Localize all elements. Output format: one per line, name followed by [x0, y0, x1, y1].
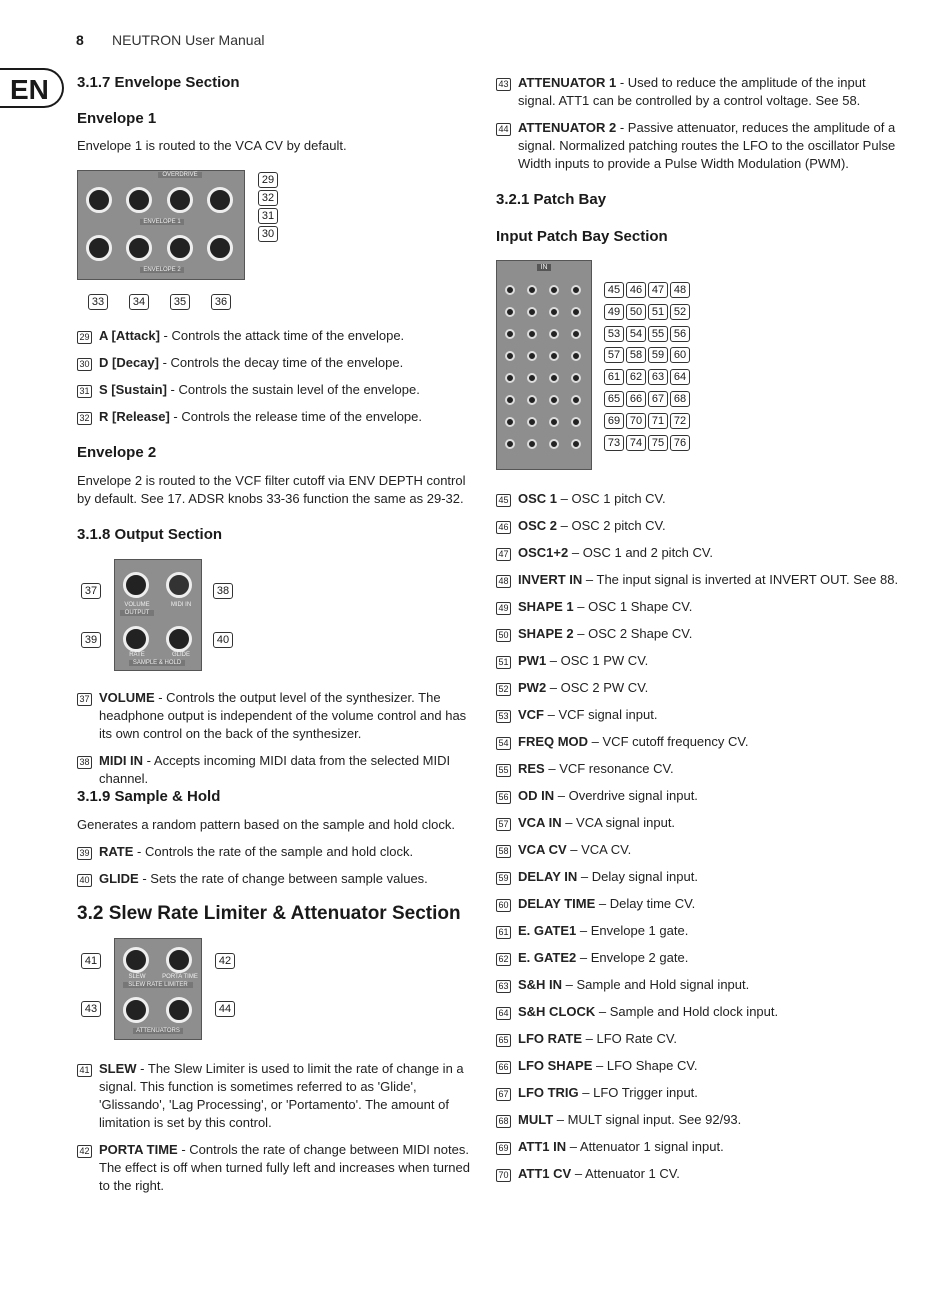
- attenuator-2-knob: [166, 997, 192, 1023]
- callout-35: 35: [170, 294, 190, 310]
- sample-hold-text: Generates a random pattern based on the sample and hold clock.: [77, 817, 455, 832]
- callout-39: 39: [81, 632, 101, 648]
- jack-51: [549, 307, 559, 317]
- item-65: 65 LFO RATE – LFO Rate CV.: [496, 1030, 901, 1048]
- section-3-2-1-title: 3.2.1 Patch Bay: [496, 191, 607, 208]
- jack-76: [571, 439, 581, 449]
- callout-55: 55: [648, 326, 668, 342]
- callout-64: 64: [670, 369, 690, 385]
- callout-29: 29: [258, 172, 278, 188]
- attack-knob: [86, 187, 112, 213]
- callout-31: 31: [258, 208, 278, 224]
- callout-58: 58: [626, 347, 646, 363]
- callout-70: 70: [626, 413, 646, 429]
- jack-60: [571, 351, 581, 361]
- callout-40: 40: [213, 632, 233, 648]
- jack-52: [571, 307, 581, 317]
- callout-50: 50: [626, 304, 646, 320]
- release-2-knob: [207, 235, 233, 261]
- item-30: 30 D [Decay] - Controls the decay time of the envelope.: [77, 354, 472, 372]
- jack-49: [505, 307, 515, 317]
- callout-45: 45: [604, 282, 624, 298]
- item-63: 63 S&H IN – Sample and Hold signal input.: [496, 976, 901, 994]
- item-58: 58 VCA CV – VCA CV.: [496, 841, 901, 859]
- item-64: 64 S&H CLOCK – Sample and Hold clock input.: [496, 1003, 901, 1021]
- callout-75: 75: [648, 435, 668, 451]
- item-66: 66 LFO SHAPE – LFO Shape CV.: [496, 1057, 901, 1075]
- callout-49: 49: [604, 304, 624, 320]
- input-patch-bay-title: Input Patch Bay Section: [496, 228, 668, 245]
- jack-66: [527, 395, 537, 405]
- callout-57: 57: [604, 347, 624, 363]
- callout-67: 67: [648, 391, 668, 407]
- jack-75: [549, 439, 559, 449]
- callout-52: 52: [670, 304, 690, 320]
- section-3-1-7-title: 3.1.7 Envelope Section: [77, 74, 240, 91]
- callout-48: 48: [670, 282, 690, 298]
- porta-time-label: PORTA TIME: [162, 974, 198, 980]
- item-51: 51 PW1 – OSC 1 PW CV.: [496, 652, 901, 670]
- midi-in-label: MIDI IN: [170, 602, 192, 608]
- jack-46: [527, 285, 537, 295]
- jack-57: [505, 351, 515, 361]
- callout-42: 42: [215, 953, 235, 969]
- rate-knob: [123, 626, 149, 652]
- item-46: 46 OSC 2 – OSC 2 pitch CV.: [496, 517, 901, 535]
- callout-61: 61: [604, 369, 624, 385]
- jack-47: [549, 285, 559, 295]
- callout-68: 68: [670, 391, 690, 407]
- item-41: 41 SLEW - The Slew Limiter is used to limit the rate of change in a signal. This function is sometimes referred to as 'Glide', 'Glissando', 'Lag Processing', or 'Portamento'. The amount of limitation is set by this control.: [77, 1060, 477, 1132]
- callout-44: 44: [215, 1001, 235, 1017]
- jack-59: [549, 351, 559, 361]
- decay-knob: [126, 187, 152, 213]
- item-62: 62 E. GATE2 – Envelope 2 gate.: [496, 949, 901, 967]
- callout-66: 66: [626, 391, 646, 407]
- callout-38: 38: [213, 583, 233, 599]
- item-61: 61 E. GATE1 – Envelope 1 gate.: [496, 922, 901, 940]
- item-37: 37 VOLUME - Controls the output level of the synthesizer. The headphone output is independent of the volume control and has its own control on the back of the synthesizer.: [77, 689, 472, 743]
- item-70: 70 ATT1 CV – Attenuator 1 CV.: [496, 1165, 901, 1183]
- patch-bay-panel-image: [496, 260, 592, 470]
- item-49: 49 SHAPE 1 – OSC 1 Shape CV.: [496, 598, 901, 616]
- callout-69: 69: [604, 413, 624, 429]
- callout-73: 73: [604, 435, 624, 451]
- callout-56: 56: [670, 326, 690, 342]
- slew-label: SLEW: [128, 974, 146, 980]
- item-57: 57 VCA IN – VCA signal input.: [496, 814, 901, 832]
- jack-73: [505, 439, 515, 449]
- overdrive-label: OVERDRIVE: [158, 172, 202, 178]
- envelope-2-text: Envelope 2 is routed to the VCF filter cutoff via ENV DEPTH control by default. See 17. ADSR knobs 33-36 function the same as 29-32.: [77, 473, 466, 506]
- page-number: 8: [76, 32, 84, 48]
- item-56: 56 OD IN – Overdrive signal input.: [496, 787, 901, 805]
- section-3-1-9-title: 3.1.9 Sample & Hold: [77, 788, 221, 805]
- item-47: 47 OSC1+2 – OSC 1 and 2 pitch CV.: [496, 544, 901, 562]
- callout-59: 59: [648, 347, 668, 363]
- item-69: 69 ATT1 IN – Attenuator 1 signal input.: [496, 1138, 901, 1156]
- envelope-items: [77, 327, 472, 426]
- item-43: 43 ATTENUATOR 1 - Used to reduce the amplitude of the input signal. ATT1 can be controlled by a control voltage. See 58.: [496, 74, 901, 110]
- jack-50: [527, 307, 537, 317]
- release-knob: [207, 187, 233, 213]
- envelope-1-title: Envelope 1: [77, 110, 157, 127]
- slew-panel-image: [114, 938, 202, 1040]
- callout-53: 53: [604, 326, 624, 342]
- output-panel-image: [114, 559, 202, 671]
- jack-70: [527, 417, 537, 427]
- envelope-1-label: ENVELOPE 1: [140, 219, 184, 225]
- jack-45: [505, 285, 515, 295]
- jack-74: [527, 439, 537, 449]
- jack-71: [549, 417, 559, 427]
- envelope-1-text: Envelope 1 is routed to the VCA CV by default.: [77, 138, 347, 153]
- callout-41: 41: [81, 953, 101, 969]
- item-45: 45 OSC 1 – OSC 1 pitch CV.: [496, 490, 901, 508]
- item-38: 38 MIDI IN - Accepts incoming MIDI data from the selected MIDI channel.: [77, 752, 472, 788]
- jack-61: [505, 373, 515, 383]
- jack-53: [505, 329, 515, 339]
- volume-knob: [123, 572, 149, 598]
- item-31: 31 S [Sustain] - Controls the sustain level of the envelope.: [77, 381, 472, 399]
- item-48: 48 INVERT IN – The input signal is inverted at INVERT OUT. See 88.: [496, 571, 901, 589]
- callout-34: 34: [129, 294, 149, 310]
- section-3-1-8-title: 3.1.8 Output Section: [77, 526, 223, 543]
- jack-67: [549, 395, 559, 405]
- callout-46: 46: [626, 282, 646, 298]
- rate-label: RATE: [129, 652, 145, 658]
- glide-label: GLIDE: [171, 652, 190, 658]
- callout-37: 37: [81, 583, 101, 599]
- volume-label: VOLUME: [124, 602, 150, 608]
- callout-30: 30: [258, 226, 278, 242]
- output-label: OUTPUT: [120, 610, 154, 616]
- callout-32: 32: [258, 190, 278, 206]
- jack-58: [527, 351, 537, 361]
- item-40: 40 GLIDE - Sets the rate of change between sample values.: [77, 870, 472, 888]
- porta-time-knob: [166, 947, 192, 973]
- callout-72: 72: [670, 413, 690, 429]
- jack-64: [571, 373, 581, 383]
- item-50: 50 SHAPE 2 – OSC 2 Shape CV.: [496, 625, 901, 643]
- item-52: 52 PW2 – OSC 2 PW CV.: [496, 679, 901, 697]
- callout-60: 60: [670, 347, 690, 363]
- slew-knob: [123, 947, 149, 973]
- patch-items: [496, 490, 901, 1192]
- attack-2-knob: [86, 235, 112, 261]
- sample-hold-label: SAMPLE & HOLD: [129, 660, 185, 666]
- callout-36: 36: [211, 294, 231, 310]
- item-42: 42 PORTA TIME - Controls the rate of change between MIDI notes. The effect is off when turned fully left and increases when turned to the right.: [77, 1141, 477, 1195]
- callout-63: 63: [648, 369, 668, 385]
- attenuators-label: ATTENUATORS: [133, 1028, 183, 1034]
- item-55: 55 RES – VCF resonance CV.: [496, 760, 901, 778]
- item-68: 68 MULT – MULT signal input. See 92/93.: [496, 1111, 901, 1129]
- slew-items: [77, 1060, 477, 1195]
- jack-54: [527, 329, 537, 339]
- sustain-knob: [167, 187, 193, 213]
- callout-54: 54: [626, 326, 646, 342]
- jack-63: [549, 373, 559, 383]
- item-60: 60 DELAY TIME – Delay time CV.: [496, 895, 901, 913]
- item-32: 32 R [Release] - Controls the release time of the envelope.: [77, 408, 472, 426]
- item-54: 54 FREQ MOD – VCF cutoff frequency CV.: [496, 733, 901, 751]
- item-67: 67 LFO TRIG – LFO Trigger input.: [496, 1084, 901, 1102]
- jack-48: [571, 285, 581, 295]
- jack-56: [571, 329, 581, 339]
- callout-62: 62: [626, 369, 646, 385]
- callout-76: 76: [670, 435, 690, 451]
- decay-2-knob: [126, 235, 152, 261]
- attenuator-items: [496, 74, 901, 173]
- callout-47: 47: [648, 282, 668, 298]
- in-label: IN: [537, 264, 551, 271]
- jack-69: [505, 417, 515, 427]
- manual-title: NEUTRON User Manual: [112, 32, 265, 48]
- callout-65: 65: [604, 391, 624, 407]
- jack-72: [571, 417, 581, 427]
- callout-74: 74: [626, 435, 646, 451]
- language-tab: EN: [0, 68, 64, 108]
- envelope-2-label: ENVELOPE 2: [140, 267, 184, 273]
- section-3-2-title: 3.2 Slew Rate Limiter & Attenuator Section: [77, 903, 461, 924]
- callout-51: 51: [648, 304, 668, 320]
- item-53: 53 VCF – VCF signal input.: [496, 706, 901, 724]
- callout-33: 33: [88, 294, 108, 310]
- jack-65: [505, 395, 515, 405]
- item-29: 29 A [Attack] - Controls the attack time of the envelope.: [77, 327, 472, 345]
- item-44: 44 ATTENUATOR 2 - Passive attenuator, reduces the amplitude of a signal. Normalized patching routes the LFO to the oscillator Pulse Width inputs to provide a Pulse Width Modulation (PWM).: [496, 119, 901, 173]
- midi-in-port: [166, 572, 192, 598]
- output-items: [77, 689, 472, 788]
- envelope-panel-image: [77, 170, 245, 280]
- callout-43: 43: [81, 1001, 101, 1017]
- callout-71: 71: [648, 413, 668, 429]
- jack-62: [527, 373, 537, 383]
- patch-callouts: [604, 282, 694, 454]
- glide-knob: [166, 626, 192, 652]
- attenuator-1-knob: [123, 997, 149, 1023]
- sample-hold-items: [77, 843, 472, 888]
- jack-68: [571, 395, 581, 405]
- sustain-2-knob: [167, 235, 193, 261]
- slew-rate-limiter-label: SLEW RATE LIMITER: [123, 982, 193, 988]
- item-59: 59 DELAY IN – Delay signal input.: [496, 868, 901, 886]
- jack-55: [549, 329, 559, 339]
- item-39: 39 RATE - Controls the rate of the sample and hold clock.: [77, 843, 472, 861]
- envelope-2-title: Envelope 2: [77, 444, 157, 461]
